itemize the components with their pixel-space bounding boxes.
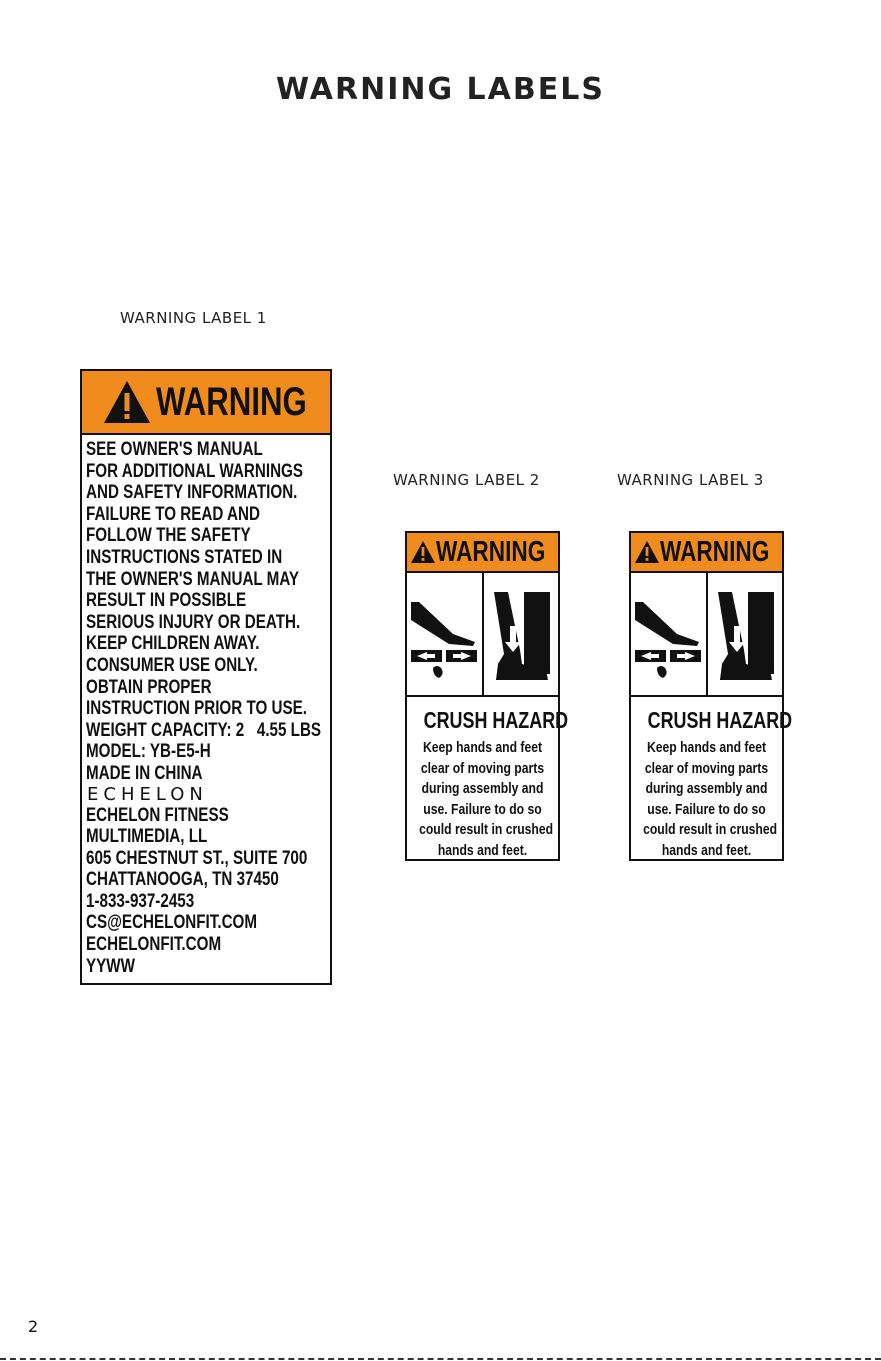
warning-word: WARNING (660, 535, 770, 568)
warning-label-2 (405, 531, 569, 861)
label1-line: INSTRUCTIONS STATED IN (86, 546, 283, 568)
hazard-title: CRUSH HAZARD (423, 707, 569, 733)
label1-line: YYWW (86, 955, 135, 977)
label1-line: FOLLOW THE SAFETY (86, 525, 251, 547)
label1-line: SERIOUS INJURY OR DEATH. (86, 611, 301, 633)
label1-line: KEEP CHILDREN AWAY. (86, 633, 260, 655)
page-title: WARNING LABELS (276, 72, 605, 107)
hazard-line: during assembly and (645, 781, 768, 797)
label1-line: RESULT IN POSSIBLE (86, 590, 247, 612)
hazard-line: clear of moving parts (644, 760, 769, 777)
label1-line: MULTIMEDIA, LL (86, 826, 208, 848)
warning-word: WARNING (156, 379, 308, 424)
hazard-line: during assembly and (421, 781, 544, 797)
label1-line: WEIGHT CAPACITY: 2 4.55 LBS (86, 719, 322, 741)
label1-line: INSTRUCTION PRIOR TO USE. (86, 698, 307, 720)
echelon-brand: ECHELON (87, 783, 208, 805)
caption-warning-label-3: WARNING LABEL 3 (617, 471, 764, 489)
pictogram-row (631, 573, 782, 697)
label1-line: OBTAIN PROPER (86, 676, 212, 698)
hazard-line: use. Failure to do so (647, 801, 766, 818)
page-bottom-rule (0, 1358, 881, 1360)
label1-line: CS@ECHELONFIT.COM (86, 912, 258, 934)
label1-line: 605 CHESTNUT ST., SUITE 700 (86, 847, 308, 869)
hazard-line: hands and feet. (661, 842, 752, 859)
label1-line: ECHELONFIT.COM (86, 934, 222, 956)
hazard-line: hands and feet. (437, 842, 528, 859)
hazard-line: could result in crushed (419, 822, 554, 838)
warning-triangle-icon (102, 379, 152, 425)
warning-word: WARNING (436, 535, 546, 568)
label1-line: SEE OWNER'S MANUAL (86, 439, 263, 460)
caption-warning-label-1: WARNING LABEL 1 (120, 309, 267, 327)
label1-line: AND SAFETY INFORMATION. (86, 482, 298, 504)
label1-line: THE OWNER'S MANUAL MAY (86, 568, 300, 590)
hand-crush-icon (407, 573, 482, 695)
label1-line: FAILURE TO READ AND (86, 503, 260, 525)
label1-line: MADE IN CHINA (86, 762, 203, 784)
hazard-title: CRUSH HAZARD (647, 707, 793, 733)
pictogram-row (407, 573, 558, 697)
foot-crush-icon (482, 573, 559, 695)
label1-line: 1-833-937-2453 (86, 890, 195, 912)
label1-line: ECHELON FITNESS (86, 804, 229, 826)
page-number: 2 (28, 1317, 39, 1336)
warning-label-1 (80, 369, 332, 985)
hazard-line: Keep hands and feet (646, 740, 767, 756)
foot-crush-icon (706, 573, 783, 695)
hazard-line: could result in crushed (643, 822, 778, 838)
label1-line: CHATTANOOGA, TN 37450 (86, 869, 279, 891)
warning-label-1-body (82, 435, 330, 977)
hazard-text (407, 738, 558, 861)
warning-header (82, 371, 330, 435)
hazard-text (631, 738, 782, 861)
hazard-line: clear of moving parts (420, 760, 545, 777)
label1-line: CONSUMER USE ONLY. (86, 654, 258, 676)
warning-triangle-icon (634, 540, 660, 564)
hazard-line: use. Failure to do so (423, 801, 542, 818)
warning-header (631, 533, 782, 573)
label1-line: FOR ADDITIONAL WARNINGS (86, 460, 304, 482)
caption-warning-label-2: WARNING LABEL 2 (393, 471, 540, 489)
warning-triangle-icon (410, 540, 436, 564)
hand-crush-icon (631, 573, 706, 695)
label1-line: MODEL: YB-E5-H (86, 741, 211, 763)
warning-label-3 (629, 531, 793, 861)
warning-header (407, 533, 558, 573)
hazard-line: Keep hands and feet (422, 740, 543, 756)
